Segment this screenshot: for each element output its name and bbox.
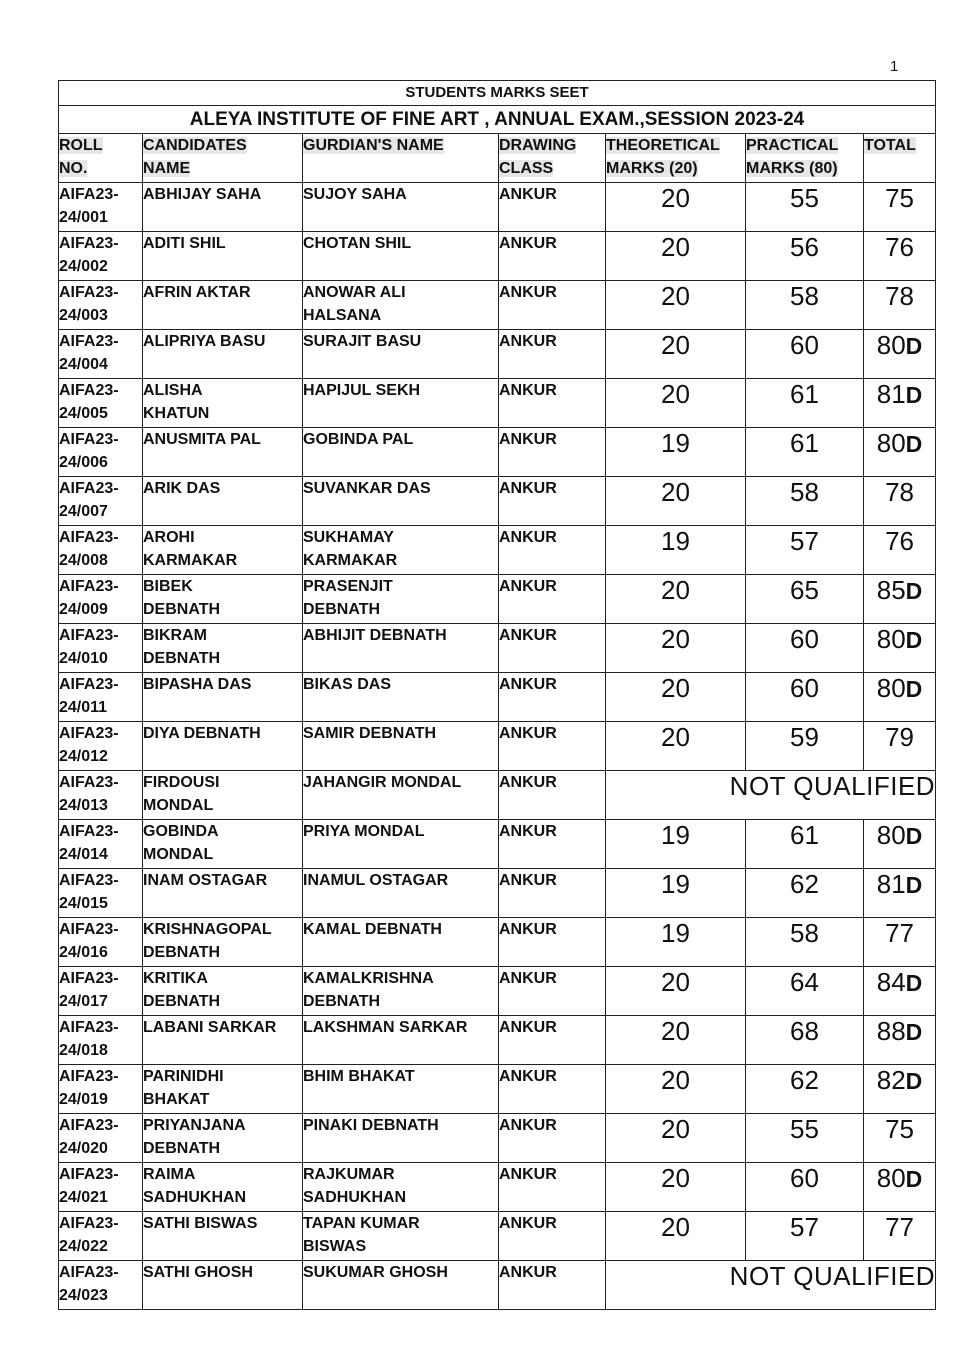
guardian-name-cell: BHIM BHAKAT [303,1065,499,1114]
distinction-mark: D [905,1019,923,1045]
marks-table [58,80,936,1310]
total-marks-cell [864,477,936,526]
drawing-class-cell: ANKUR [499,232,606,281]
not-qualified-status: NOT QUALIFIED [606,1261,936,1310]
drawing-class-cell: ANKUR [499,281,606,330]
roll-no-cell: AIFA23- 24/010 [59,624,143,673]
practical-marks-header: PRACTICAL MARKS (80) [746,134,864,183]
candidate-name-cell: ALISHA KHATUN [143,379,303,428]
roll-no-cell: AIFA23- 24/016 [59,918,143,967]
theoretical-marks-cell: 20 [606,183,746,232]
practical-marks-cell: 62 [746,1065,864,1114]
table-row [59,869,936,918]
total-marks-cell [864,281,936,330]
theoretical-marks-cell: 19 [606,869,746,918]
drawing-class-cell: ANKUR [499,477,606,526]
roll-header: ROLL NO. [59,134,143,183]
drawing-class-cell: ANKUR [499,918,606,967]
distinction-mark: D [905,431,923,457]
roll-no-cell: AIFA23- 24/011 [59,673,143,722]
theoretical-marks-cell: 20 [606,1065,746,1114]
total-value: 77 [885,1212,914,1242]
total-marks-cell [864,1163,936,1212]
drawing-class-header: DRAWING CLASS [499,134,606,183]
distinction-mark: D [905,823,923,849]
theoretical-marks-cell: 20 [606,477,746,526]
roll-no-cell: AIFA23- 24/015 [59,869,143,918]
guardian-name-cell: KAMAL DEBNATH [303,918,499,967]
roll-no-cell: AIFA23- 24/021 [59,1163,143,1212]
guardian-name-header: GURDIAN'S NAME [303,134,499,183]
roll-no-cell: AIFA23- 24/006 [59,428,143,477]
practical-marks-cell: 58 [746,477,864,526]
roll-no-cell: AIFA23- 24/014 [59,820,143,869]
page-number: 1 [890,58,899,75]
drawing-class-cell: ANKUR [499,1163,606,1212]
practical-marks-cell: 65 [746,575,864,624]
drawing-class-cell: ANKUR [499,575,606,624]
practical-marks-cell: 56 [746,232,864,281]
table-row [59,624,936,673]
roll-no-cell: AIFA23- 24/017 [59,967,143,1016]
table-row [59,1114,936,1163]
table-row [59,428,936,477]
roll-no-cell: AIFA23- 24/004 [59,330,143,379]
candidate-name-cell: PARINIDHI BHAKAT [143,1065,303,1114]
candidate-name-cell: SATHI GHOSH [143,1261,303,1310]
total-value: 80 [876,673,906,703]
table-row [59,1261,936,1310]
total-marks-cell [864,1016,936,1065]
total-value: 78 [885,477,914,507]
drawing-class-cell: ANKUR [499,673,606,722]
drawing-class-cell: ANKUR [499,183,606,232]
drawing-class-cell: ANKUR [499,1261,606,1310]
table-row [59,379,936,428]
total-value: 76 [885,526,914,556]
total-value: 88 [876,1016,906,1046]
theoretical-marks-cell: 20 [606,967,746,1016]
total-marks-cell [864,183,936,232]
practical-marks-cell: 60 [746,330,864,379]
guardian-name-cell: ABHIJIT DEBNATH [303,624,499,673]
total-value: 85 [876,575,906,605]
roll-no-cell: AIFA23- 24/019 [59,1065,143,1114]
table-row [59,1065,936,1114]
total-value: 75 [885,183,914,213]
theoretical-marks-header: THEORETICAL MARKS (20) [606,134,746,183]
drawing-class-cell: ANKUR [499,1065,606,1114]
theoretical-marks-cell: 20 [606,722,746,771]
candidate-name-cell: FIRDOUSI MONDAL [143,771,303,820]
distinction-mark: D [905,578,923,604]
drawing-class-cell: ANKUR [499,330,606,379]
practical-marks-cell: 64 [746,967,864,1016]
candidate-name-cell: RAIMA SADHUKHAN [143,1163,303,1212]
total-marks-cell [864,918,936,967]
practical-marks-cell: 59 [746,722,864,771]
roll-no-cell: AIFA23- 24/005 [59,379,143,428]
roll-no-cell: AIFA23- 24/001 [59,183,143,232]
total-marks-cell [864,232,936,281]
candidate-name-cell: INAM OSTAGAR [143,869,303,918]
roll-no-cell: AIFA23- 24/008 [59,526,143,575]
candidate-name-cell: BIPASHA DAS [143,673,303,722]
table-row [59,771,936,820]
table-row [59,918,936,967]
candidate-name-cell: KRITIKA DEBNATH [143,967,303,1016]
candidate-name-cell: ABHIJAY SAHA [143,183,303,232]
guardian-name-cell: RAJKUMAR SADHUKHAN [303,1163,499,1212]
theoretical-marks-cell: 19 [606,918,746,967]
total-value: 80 [876,1163,906,1193]
candidate-name-cell: BIBEK DEBNATH [143,575,303,624]
guardian-name-cell: CHOTAN SHIL [303,232,499,281]
total-value: 77 [885,918,914,948]
total-value: 84 [876,967,906,997]
guardian-name-cell: INAMUL OSTAGAR [303,869,499,918]
roll-no-cell: AIFA23- 24/023 [59,1261,143,1310]
practical-marks-cell: 68 [746,1016,864,1065]
total-value: 81 [876,379,906,409]
drawing-class-cell: ANKUR [499,1016,606,1065]
candidate-name-cell: LABANI SARKAR [143,1016,303,1065]
distinction-mark: D [905,382,923,408]
roll-no-cell: AIFA23- 24/020 [59,1114,143,1163]
practical-marks-cell: 58 [746,281,864,330]
institute-heading: ALEYA INSTITUTE OF FINE ART , ANNUAL EXAM.,SESSION 2023-24 [59,106,936,134]
candidate-name-cell: ADITI SHIL [143,232,303,281]
guardian-name-cell: SUJOY SAHA [303,183,499,232]
practical-marks-cell: 57 [746,526,864,575]
candidate-name-cell: ALIPRIYA BASU [143,330,303,379]
candidate-name-header: CANDIDATES NAME [143,134,303,183]
total-marks-cell [864,1114,936,1163]
guardian-name-cell: SUVANKAR DAS [303,477,499,526]
guardian-name-cell: PINAKI DEBNATH [303,1114,499,1163]
header-row [59,134,936,183]
drawing-class-cell: ANKUR [499,820,606,869]
roll-no-cell: AIFA23- 24/007 [59,477,143,526]
total-marks-cell [864,575,936,624]
distinction-mark: D [905,1166,923,1192]
table-row [59,1212,936,1261]
total-marks-cell [864,673,936,722]
candidate-name-cell: SATHI BISWAS [143,1212,303,1261]
sheet-title: STUDENTS MARKS SEET [59,81,936,106]
total-marks-cell [864,428,936,477]
total-marks-cell [864,330,936,379]
drawing-class-cell: ANKUR [499,1114,606,1163]
total-value: 82 [876,1065,906,1095]
guardian-name-cell: SURAJIT BASU [303,330,499,379]
guardian-name-cell: BIKAS DAS [303,673,499,722]
roll-no-cell: AIFA23- 24/002 [59,232,143,281]
total-marks-cell [864,722,936,771]
guardian-name-cell: SAMIR DEBNATH [303,722,499,771]
distinction-mark: D [905,627,923,653]
theoretical-marks-cell: 20 [606,673,746,722]
practical-marks-cell: 60 [746,624,864,673]
practical-marks-cell: 61 [746,820,864,869]
table-row [59,232,936,281]
table-row [59,477,936,526]
theoretical-marks-cell: 19 [606,820,746,869]
roll-no-cell: AIFA23- 24/012 [59,722,143,771]
total-marks-cell [864,967,936,1016]
theoretical-marks-cell: 20 [606,379,746,428]
theoretical-marks-cell: 20 [606,624,746,673]
total-value: 76 [885,232,914,262]
theoretical-marks-cell: 20 [606,1114,746,1163]
theoretical-marks-cell: 20 [606,575,746,624]
theoretical-marks-cell: 20 [606,330,746,379]
total-value: 80 [876,624,906,654]
total-marks-cell [864,1212,936,1261]
total-value: 78 [885,281,914,311]
table-row [59,281,936,330]
drawing-class-cell: ANKUR [499,526,606,575]
distinction-mark: D [905,970,923,996]
distinction-mark: D [905,1068,923,1094]
table-row [59,820,936,869]
drawing-class-cell: ANKUR [499,624,606,673]
practical-marks-cell: 58 [746,918,864,967]
not-qualified-status: NOT QUALIFIED [606,771,936,820]
total-value: 80 [876,820,906,850]
table-row [59,1163,936,1212]
candidate-name-cell: AROHI KARMAKAR [143,526,303,575]
guardian-name-cell: SUKHAMAY KARMAKAR [303,526,499,575]
table-row [59,575,936,624]
total-marks-cell [864,526,936,575]
total-value: 79 [885,722,914,752]
total-header: TOTAL [864,134,936,183]
guardian-name-cell: GOBINDA PAL [303,428,499,477]
practical-marks-cell: 55 [746,1114,864,1163]
roll-no-cell: AIFA23- 24/022 [59,1212,143,1261]
candidate-name-cell: GOBINDA MONDAL [143,820,303,869]
candidate-name-cell: KRISHNAGOPAL DEBNATH [143,918,303,967]
drawing-class-cell: ANKUR [499,967,606,1016]
total-marks-cell [864,869,936,918]
table-row [59,1016,936,1065]
practical-marks-cell: 61 [746,428,864,477]
candidate-name-cell: DIYA DEBNATH [143,722,303,771]
drawing-class-cell: ANKUR [499,379,606,428]
candidate-name-cell: BIKRAM DEBNATH [143,624,303,673]
guardian-name-cell: SUKUMAR GHOSH [303,1261,499,1310]
table-row [59,526,936,575]
total-value: 80 [876,428,906,458]
theoretical-marks-cell: 20 [606,1016,746,1065]
theoretical-marks-cell: 19 [606,428,746,477]
roll-no-cell: AIFA23- 24/013 [59,771,143,820]
table-row [59,967,936,1016]
roll-no-cell: AIFA23- 24/018 [59,1016,143,1065]
guardian-name-cell: ANOWAR ALI HALSANA [303,281,499,330]
drawing-class-cell: ANKUR [499,869,606,918]
guardian-name-cell: TAPAN KUMAR BISWAS [303,1212,499,1261]
total-value: 80 [876,330,906,360]
candidate-name-cell: AFRIN AKTAR [143,281,303,330]
practical-marks-cell: 55 [746,183,864,232]
table-row [59,183,936,232]
drawing-class-cell: ANKUR [499,428,606,477]
distinction-mark: D [905,872,923,898]
practical-marks-cell: 60 [746,673,864,722]
theoretical-marks-cell: 20 [606,232,746,281]
total-value: 75 [885,1114,914,1144]
total-marks-cell [864,624,936,673]
theoretical-marks-cell: 20 [606,1163,746,1212]
drawing-class-cell: ANKUR [499,1212,606,1261]
total-value: 81 [876,869,906,899]
total-marks-cell [864,1065,936,1114]
guardian-name-cell: LAKSHMAN SARKAR [303,1016,499,1065]
drawing-class-cell: ANKUR [499,722,606,771]
guardian-name-cell: PRIYA MONDAL [303,820,499,869]
table-row [59,330,936,379]
drawing-class-cell: ANKUR [499,771,606,820]
practical-marks-cell: 62 [746,869,864,918]
guardian-name-cell: JAHANGIR MONDAL [303,771,499,820]
practical-marks-cell: 60 [746,1163,864,1212]
candidate-name-cell: PRIYANJANA DEBNATH [143,1114,303,1163]
practical-marks-cell: 57 [746,1212,864,1261]
distinction-mark: D [905,333,923,359]
theoretical-marks-cell: 20 [606,1212,746,1261]
guardian-name-cell: KAMALKRISHNA DEBNATH [303,967,499,1016]
theoretical-marks-cell: 19 [606,526,746,575]
total-marks-cell [864,820,936,869]
roll-no-cell: AIFA23- 24/003 [59,281,143,330]
table-row [59,673,936,722]
candidate-name-cell: ANUSMITA PAL [143,428,303,477]
theoretical-marks-cell: 20 [606,281,746,330]
total-marks-cell [864,379,936,428]
guardian-name-cell: HAPIJUL SEKH [303,379,499,428]
candidate-name-cell: ARIK DAS [143,477,303,526]
distinction-mark: D [905,676,923,702]
roll-no-cell: AIFA23- 24/009 [59,575,143,624]
guardian-name-cell: PRASENJIT DEBNATH [303,575,499,624]
practical-marks-cell: 61 [746,379,864,428]
table-row [59,722,936,771]
